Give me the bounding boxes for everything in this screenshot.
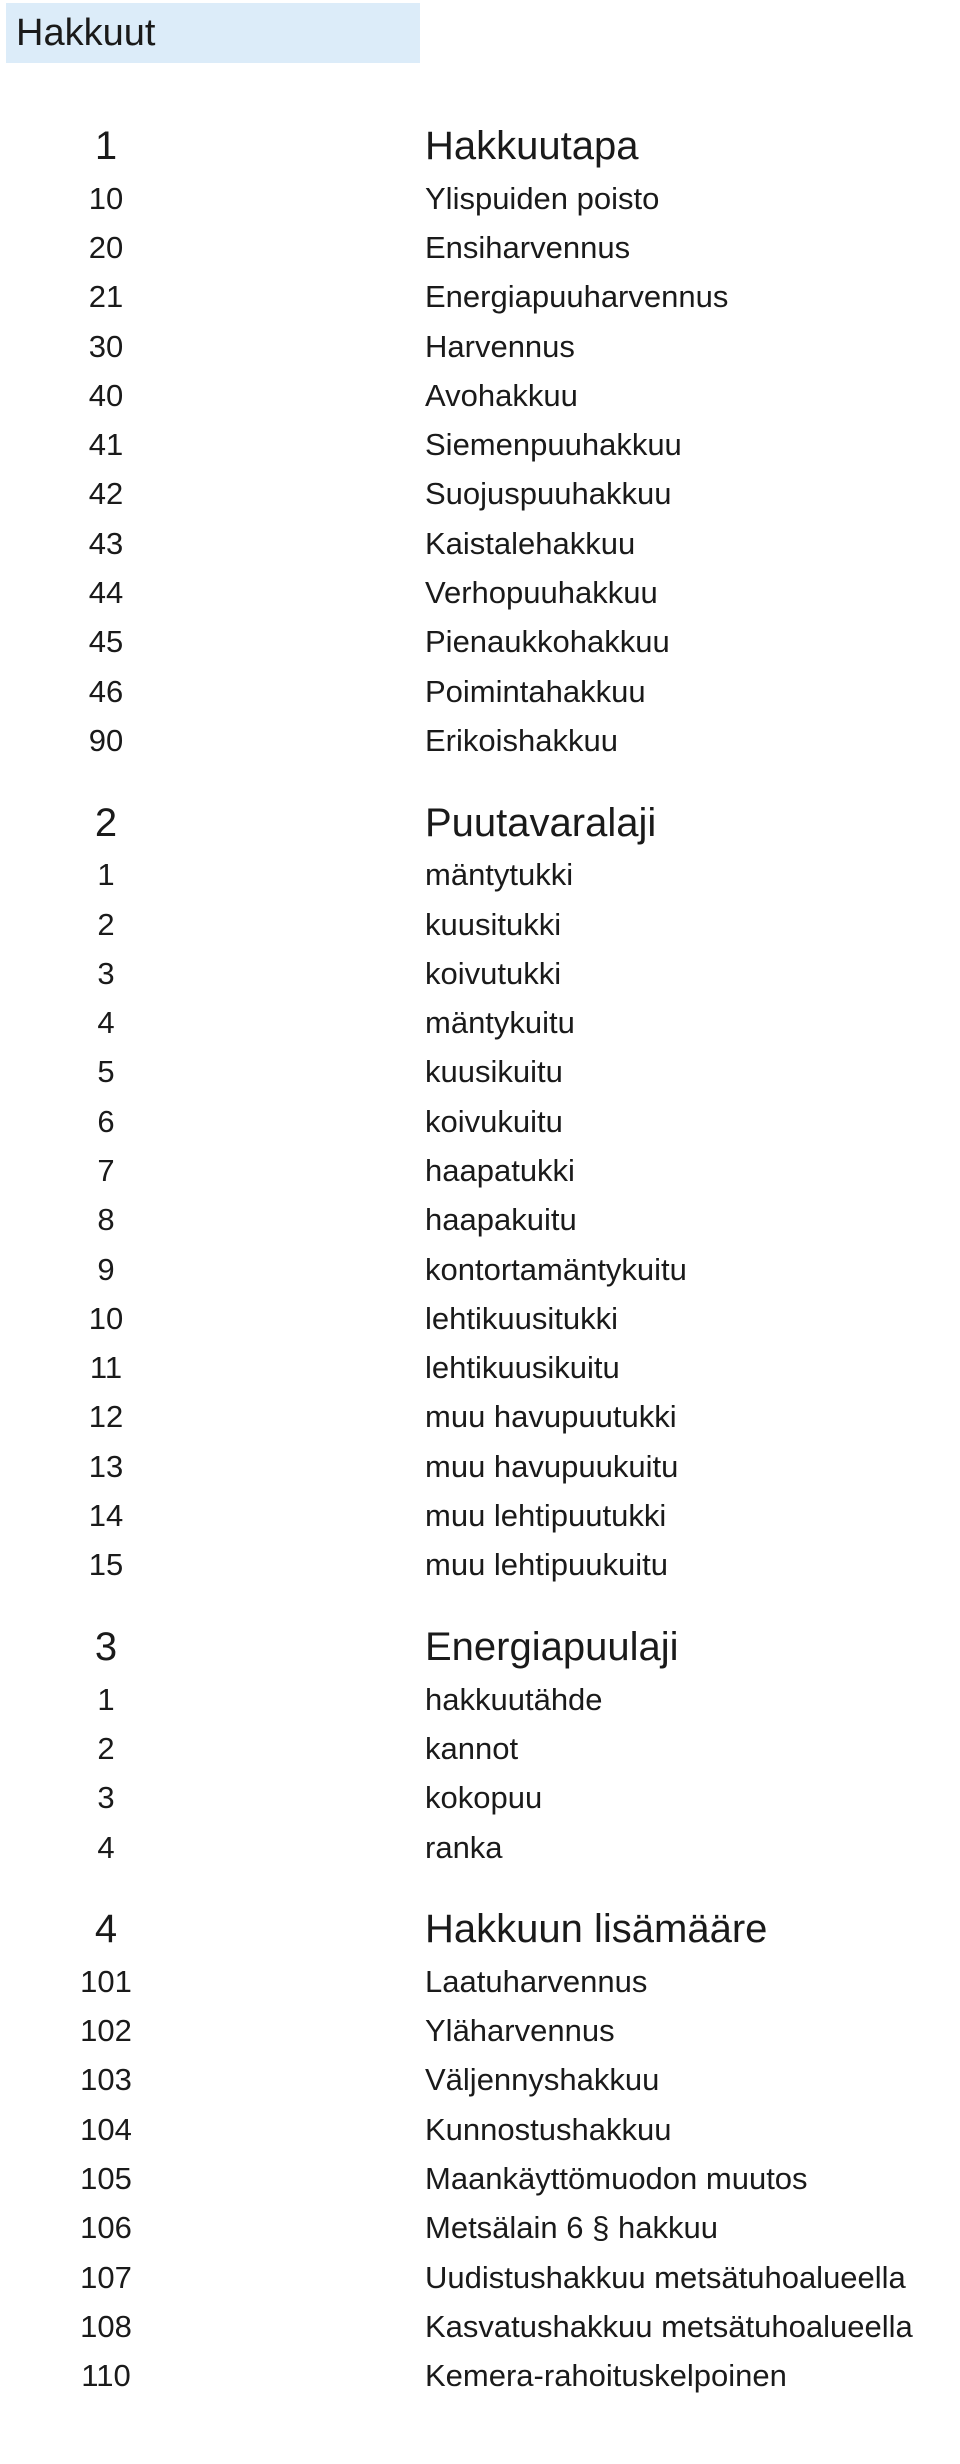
- section-code: 2: [94, 800, 118, 845]
- item-label: kontortamäntykuitu: [425, 1251, 687, 1287]
- list-item: [0, 1245, 960, 1294]
- list-item: [0, 519, 960, 568]
- item-label: hakkuutähde: [425, 1681, 603, 1717]
- item-label: Siemenpuuhakkuu: [425, 427, 682, 463]
- item-label: kokopuu: [425, 1780, 543, 1816]
- item-label: Kaistalehakkuu: [425, 525, 636, 561]
- list-item: [0, 568, 960, 617]
- list-item: [0, 2007, 960, 2056]
- section-header: [0, 795, 960, 851]
- item-label: muu lehtipuukuitu: [425, 1547, 668, 1583]
- section-code: 4: [94, 1907, 118, 1952]
- list-item: [0, 1048, 960, 1097]
- item-code: 21: [88, 279, 124, 315]
- item-label: Ylispuiden poisto: [425, 180, 660, 216]
- section-code: 3: [94, 1625, 118, 1670]
- item-code: 2: [97, 1730, 115, 1766]
- section: [0, 1619, 960, 1872]
- item-code: 110: [81, 2358, 131, 2394]
- list-item: [0, 1491, 960, 1540]
- section-title: Puutavaralaji: [425, 800, 657, 845]
- list-item: [0, 851, 960, 900]
- section: [0, 118, 960, 766]
- item-code: 40: [88, 377, 124, 413]
- list-item: [0, 2154, 960, 2203]
- item-code: 10: [88, 1300, 124, 1336]
- list-item: [0, 1675, 960, 1724]
- section-title: Hakkuun lisämääre: [425, 1907, 768, 1952]
- list-item: [0, 1393, 960, 1442]
- list-item: [0, 2056, 960, 2105]
- item-code: 108: [80, 2308, 132, 2344]
- page-title-bar: [6, 3, 420, 63]
- item-code: 106: [80, 2210, 132, 2246]
- list-item: [0, 420, 960, 469]
- item-code: 45: [88, 624, 124, 660]
- list-item: [0, 2302, 960, 2351]
- item-code: 30: [88, 328, 124, 364]
- item-label: kuusitukki: [425, 906, 562, 942]
- list-item: [0, 1294, 960, 1343]
- section-header: [0, 118, 960, 174]
- list-item: [0, 1196, 960, 1245]
- code-list: [0, 118, 960, 2430]
- item-label: muu lehtipuutukki: [425, 1498, 667, 1534]
- item-label: lehtikuusitukki: [425, 1300, 618, 1336]
- section-title: Hakkuutapa: [425, 124, 639, 168]
- item-code: 1: [97, 1681, 115, 1717]
- item-code: 1: [97, 857, 115, 893]
- item-code: 42: [88, 476, 124, 512]
- item-code: 10: [88, 180, 124, 216]
- item-code: 4: [97, 1005, 115, 1041]
- list-item: [0, 1344, 960, 1393]
- list-item: [0, 1774, 960, 1823]
- list-item: [0, 998, 960, 1047]
- page-title: Hakkuut: [16, 12, 156, 54]
- section-code: 1: [94, 124, 118, 168]
- item-code: 3: [97, 1780, 115, 1816]
- item-code: 6: [97, 1103, 115, 1139]
- item-code: 41: [88, 427, 124, 463]
- list-item: [0, 2253, 960, 2302]
- item-label: Kunnostushakkuu: [425, 2111, 672, 2147]
- item-code: 13: [88, 1448, 124, 1484]
- item-code: 11: [89, 1350, 123, 1386]
- list-item: [0, 1823, 960, 1872]
- list-item: [0, 716, 960, 765]
- item-label: lehtikuusikuitu: [425, 1350, 620, 1386]
- list-item: [0, 1724, 960, 1773]
- item-label: Maankäyttömuodon muutos: [425, 2161, 808, 2197]
- item-code: 3: [97, 955, 115, 991]
- item-label: mäntykuitu: [425, 1005, 575, 1041]
- item-code: 101: [80, 1963, 132, 1999]
- item-label: koivutukki: [425, 955, 562, 991]
- list-item: [0, 273, 960, 322]
- item-label: Laatuharvennus: [425, 1963, 648, 1999]
- list-item: [0, 1541, 960, 1590]
- list-item: [0, 2352, 960, 2401]
- item-code: 103: [80, 2062, 132, 2098]
- item-label: Ensiharvennus: [425, 229, 631, 265]
- item-label: Suojuspuuhakkuu: [425, 476, 672, 512]
- item-code: 20: [88, 229, 124, 265]
- item-label: Verhopuuhakkuu: [425, 575, 658, 611]
- list-item: [0, 667, 960, 716]
- item-label: Avohakkuu: [425, 377, 578, 413]
- list-item: [0, 1442, 960, 1491]
- item-label: Erikoishakkuu: [425, 722, 618, 758]
- item-code: 7: [97, 1152, 115, 1188]
- item-label: Harvennus: [425, 328, 575, 364]
- item-label: ranka: [425, 1829, 503, 1865]
- item-code: 105: [80, 2161, 132, 2197]
- item-label: Metsälain 6 § hakkuu: [425, 2210, 718, 2246]
- item-code: 43: [88, 525, 124, 561]
- list-item: [0, 1957, 960, 2006]
- section-title: Energiapuulaji: [425, 1625, 679, 1670]
- item-code: 107: [80, 2259, 132, 2295]
- item-label: Pienaukkohakkuu: [425, 624, 670, 660]
- list-item: [0, 322, 960, 371]
- item-label: koivukuitu: [425, 1103, 563, 1139]
- item-code: 104: [80, 2111, 132, 2147]
- item-label: haapatukki: [425, 1152, 575, 1188]
- section: [0, 1901, 960, 2401]
- item-code: 5: [97, 1054, 115, 1090]
- section-header: [0, 1619, 960, 1675]
- item-label: Uudistushakkuu metsätuhoalueella: [425, 2259, 906, 2295]
- list-item: [0, 470, 960, 519]
- item-code: 8: [97, 1202, 115, 1238]
- list-item: [0, 618, 960, 667]
- item-code: 12: [88, 1399, 124, 1435]
- item-label: Poimintahakkuu: [425, 673, 646, 709]
- item-label: muu havupuukuitu: [425, 1448, 679, 1484]
- item-label: Energiapuuharvennus: [425, 279, 729, 315]
- item-label: haapakuitu: [425, 1202, 577, 1238]
- item-code: 14: [88, 1498, 124, 1534]
- list-item: [0, 949, 960, 998]
- item-code: 15: [88, 1547, 124, 1583]
- item-label: muu havupuutukki: [425, 1399, 677, 1435]
- item-code: 2: [97, 906, 115, 942]
- item-label: kannot: [425, 1730, 519, 1766]
- list-item: [0, 900, 960, 949]
- list-item: [0, 223, 960, 272]
- list-item: [0, 1097, 960, 1146]
- section: [0, 795, 960, 1590]
- item-code: 46: [88, 673, 124, 709]
- list-item: [0, 1146, 960, 1195]
- list-item: [0, 174, 960, 223]
- item-label: mäntytukki: [425, 857, 574, 893]
- item-label: Yläharvennus: [425, 2013, 615, 2049]
- section-header: [0, 1901, 960, 1957]
- item-code: 44: [88, 575, 124, 611]
- item-code: 90: [88, 722, 124, 758]
- list-item: [0, 2204, 960, 2253]
- item-code: 9: [97, 1251, 115, 1287]
- list-item: [0, 2105, 960, 2154]
- item-label: kuusikuitu: [425, 1054, 563, 1090]
- item-code: 4: [97, 1829, 115, 1865]
- item-label: Kasvatushakkuu metsätuhoalueella: [425, 2308, 913, 2344]
- item-label: Kemera-rahoituskelpoinen: [425, 2358, 787, 2394]
- list-item: [0, 371, 960, 420]
- item-code: 102: [80, 2013, 132, 2049]
- item-label: Väljennyshakkuu: [425, 2062, 660, 2098]
